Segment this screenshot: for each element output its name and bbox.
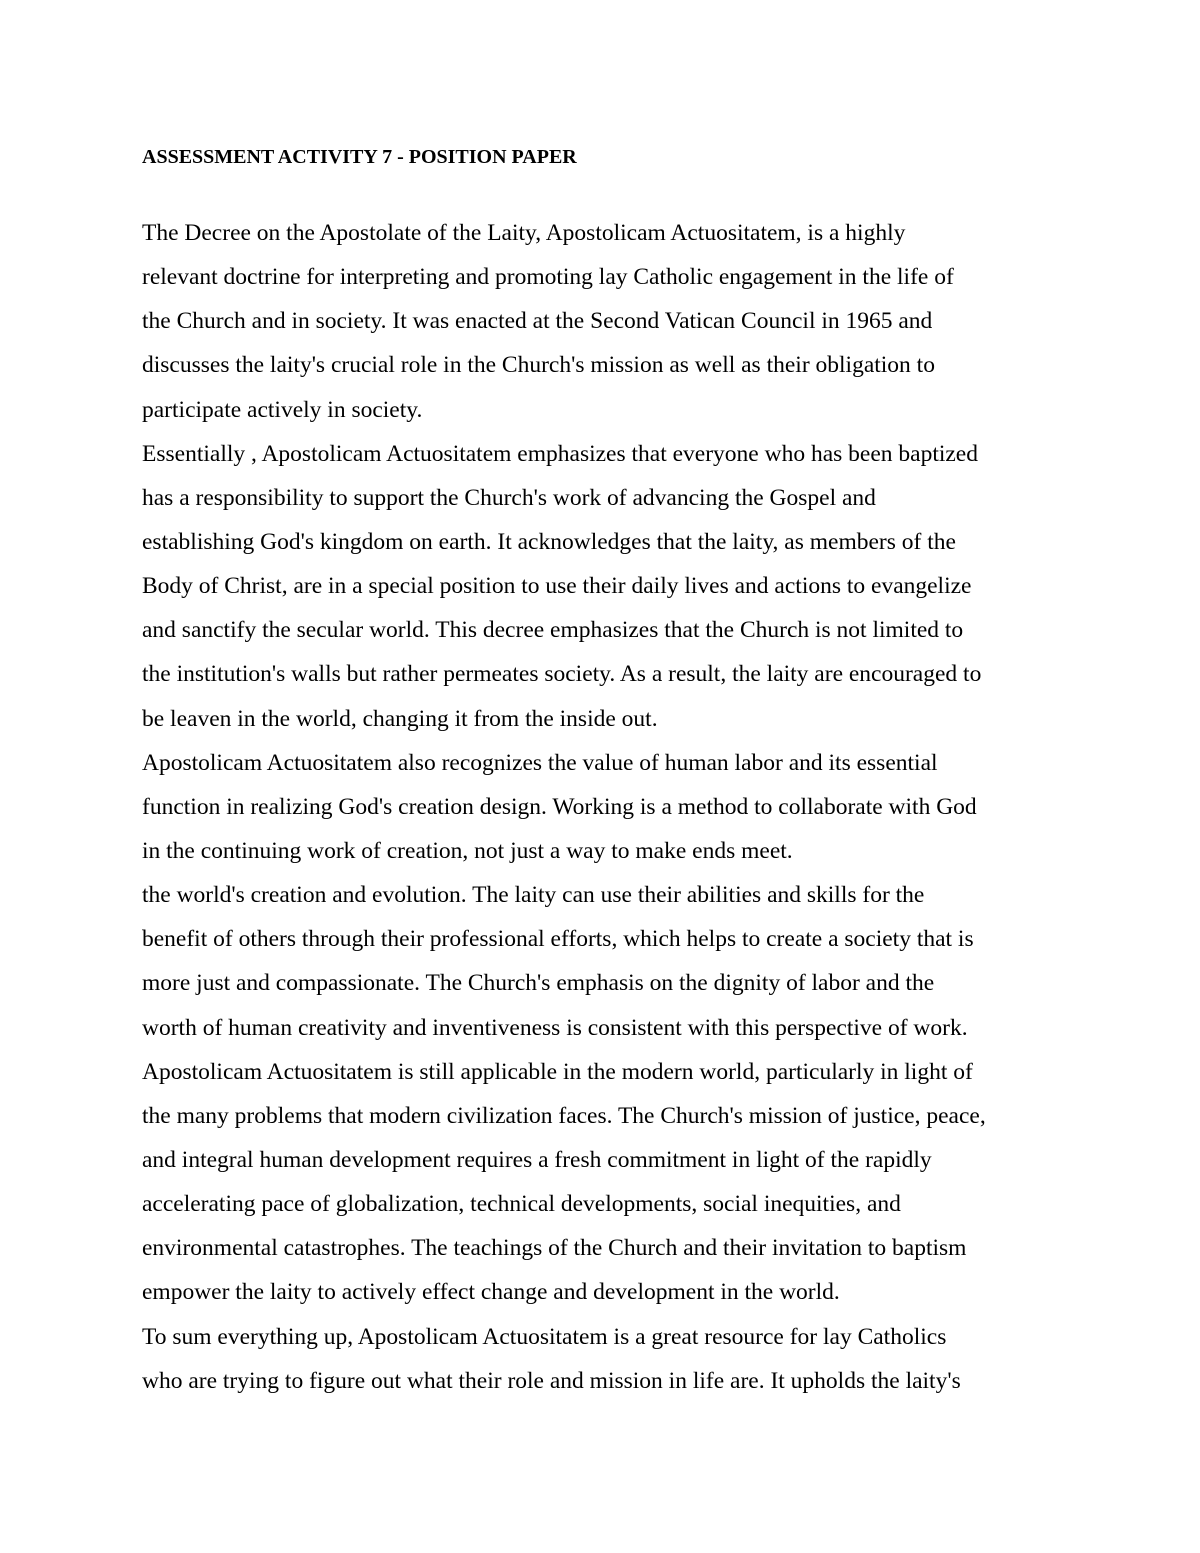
text-line: and sanctify the secular world. This decree emphasizes that the Church is not limited to [142,617,964,644]
document-heading: ASSESSMENT ACTIVITY 7 - POSITION PAPER [142,146,577,168]
text-line: Essentially , Apostolicam Actuositatem emphasizes that everyone who has been baptized [142,440,978,467]
text-line: Body of Christ, are in a special position to use their daily lives and actions to evangelize [142,573,972,600]
text-line: more just and compassionate. The Church's emphasis on the dignity of labor and the [142,970,935,997]
document-body [142,215,1082,1407]
text-line: Apostolicam Actuositatem is still applicable in the modern world, particularly in light of [142,1058,973,1085]
text-line: Apostolicam Actuositatem also recognizes the value of human labor and its essential [142,749,938,776]
text-line: has a responsibility to support the Church's work of advancing the Gospel and [142,484,876,511]
text-line: the many problems that modern civilization faces. The Church's mission of justice, peace, [142,1102,986,1129]
text-line: and integral human development requires a fresh commitment in light of the rapidly [142,1146,932,1173]
text-line: in the continuing work of creation, not just a way to make ends meet. [142,837,793,864]
text-line: benefit of others through their professional efforts, which helps to create a society that is [142,926,974,953]
text-line: To sum everything up, Apostolicam Actuositatem is a great resource for lay Catholics [142,1323,947,1350]
text-line: the world's creation and evolution. The laity can use their abilities and skills for the [142,882,925,909]
text-line: participate actively in society. [142,396,423,423]
text-line: accelerating pace of globalization, technical developments, social inequities, and [142,1191,901,1218]
text-line: worth of human creativity and inventiveness is consistent with this perspective of work. [142,1014,968,1041]
text-line: empower the laity to actively effect change and development in the world. [142,1279,840,1306]
text-line: establishing God's kingdom on earth. It acknowledges that the laity, as members of the [142,528,956,555]
text-line: who are trying to figure out what their role and mission in life are. It upholds the laity's [142,1367,961,1394]
text-line: function in realizing God's creation design. Working is a method to collaborate with God [142,793,977,820]
text-line: the institution's walls but rather permeates society. As a result, the laity are encouraged to [142,661,982,688]
text-line: relevant doctrine for interpreting and promoting lay Catholic engagement in the life of [142,264,954,291]
text-line: environmental catastrophes. The teachings of the Church and their invitation to baptism [142,1235,967,1262]
text-line: the Church and in society. It was enacted at the Second Vatican Council in 1965 and [142,308,933,335]
text-line: The Decree on the Apostolate of the Laity, Apostolicam Actuositatem, is a highly [142,220,906,246]
text-line: discusses the laity's crucial role in the Church's mission as well as their obligation to [142,352,935,379]
text-line: be leaven in the world, changing it from the inside out. [142,705,658,732]
